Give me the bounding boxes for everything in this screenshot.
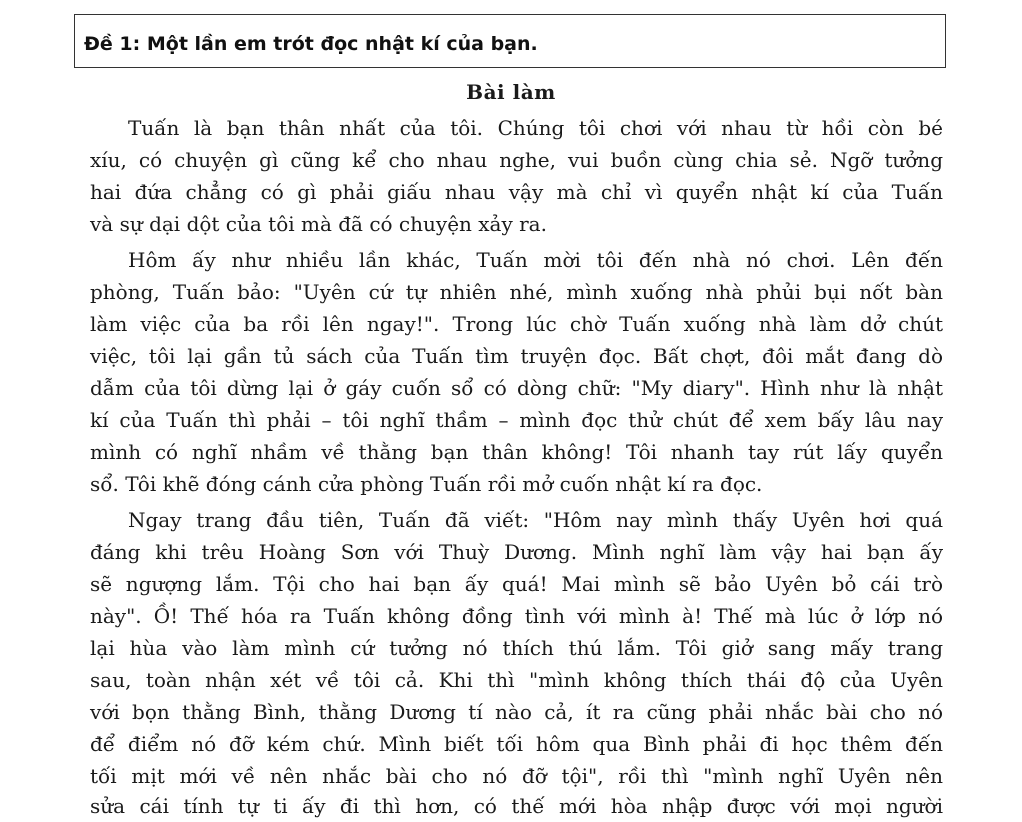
text-line: hai đứa chẳng có gì phải giấu nhau vậy mà chỉ vì quyển nhật kí của Tuấn <box>90 180 943 204</box>
text-line: này". Ồ! Thế hóa ra Tuấn không đồng tình với mình à! Thế mà lúc ở lớp nó <box>90 604 943 628</box>
text-line: Ngay trang đầu tiên, Tuấn đã viết: "Hôm nay mình thấy Uyên hơi quá <box>128 508 943 532</box>
text-line: làm việc của ba rồi lên ngay!". Trong lúc chờ Tuấn xuống nhà làm dở chút <box>90 312 943 336</box>
text-line: kí của Tuấn thì phải – tôi nghĩ thầm – mình đọc thử chút để xem bấy lâu nay <box>90 408 943 432</box>
text-line: và sự dại dột của tôi mà đã có chuyện xảy ra. <box>90 212 547 236</box>
topic-title: Đề 1: Một lần em trót đọc nhật kí của bạn. <box>84 33 538 55</box>
text-line: tối mịt mới về nên nhắc bài cho nó đỡ tội", rồi thì "mình nghĩ Uyên nên <box>90 764 943 788</box>
text-line: lại hùa vào làm mình cứ tưởng nó thích thú lắm. Tôi giở sang mấy trang <box>90 636 943 660</box>
text-line: với bọn thằng Bình, thằng Dương tí nào cả, ít ra cũng phải nhắc bài cho nó <box>90 700 943 724</box>
text-line: sẽ ngượng lắm. Tội cho hai bạn ấy quá! Mai mình sẽ bảo Uyên bỏ cái trò <box>90 572 943 596</box>
text-line: để điểm nó đỡ kém chứ. Mình biết tối hôm qua Bình phải đi học thêm đến <box>90 732 943 756</box>
text-line: xíu, có chuyện gì cũng kể cho nhau nghe, vui buồn cùng chia sẻ. Ngỡ tưởng <box>90 148 943 172</box>
text-line: sửa cái tính tự ti ấy đi thì hơn, có thế mới hòa nhập được với mọi người <box>90 794 943 818</box>
text-line: phòng, Tuấn bảo: "Uyên cứ tự nhiên nhé, mình xuống nhà phủi bụi nốt bàn <box>90 280 943 304</box>
text-line: Hôm ấy như nhiều lần khác, Tuấn mời tôi đến nhà nó chơi. Lên đến <box>128 248 943 272</box>
text-line: Tuấn là bạn thân nhất của tôi. Chúng tôi chơi với nhau từ hồi còn bé <box>128 116 943 140</box>
essay-heading: Bài làm <box>466 80 556 104</box>
text-line: sổ. Tôi khẽ đóng cánh cửa phòng Tuấn rồi mở cuốn nhật kí ra đọc. <box>90 472 763 496</box>
text-line: mình có nghĩ nhầm về thằng bạn thân không! Tôi nhanh tay rút lấy quyển <box>90 440 943 464</box>
text-line: dẫm của tôi dừng lại ở gáy cuốn sổ có dòng chữ: "My diary". Hình như là nhật <box>90 376 943 400</box>
text-line: đáng khi trêu Hoàng Sơn với Thuỳ Dương. Mình nghĩ làm vậy hai bạn ấy <box>90 540 943 564</box>
text-line: sau, toàn nhận xét về tôi cả. Khi thì "mình không thích thái độ của Uyên <box>90 668 943 692</box>
text-line: việc, tôi lại gần tủ sách của Tuấn tìm truyện đọc. Bất chợt, đôi mắt đang dò <box>90 344 943 368</box>
